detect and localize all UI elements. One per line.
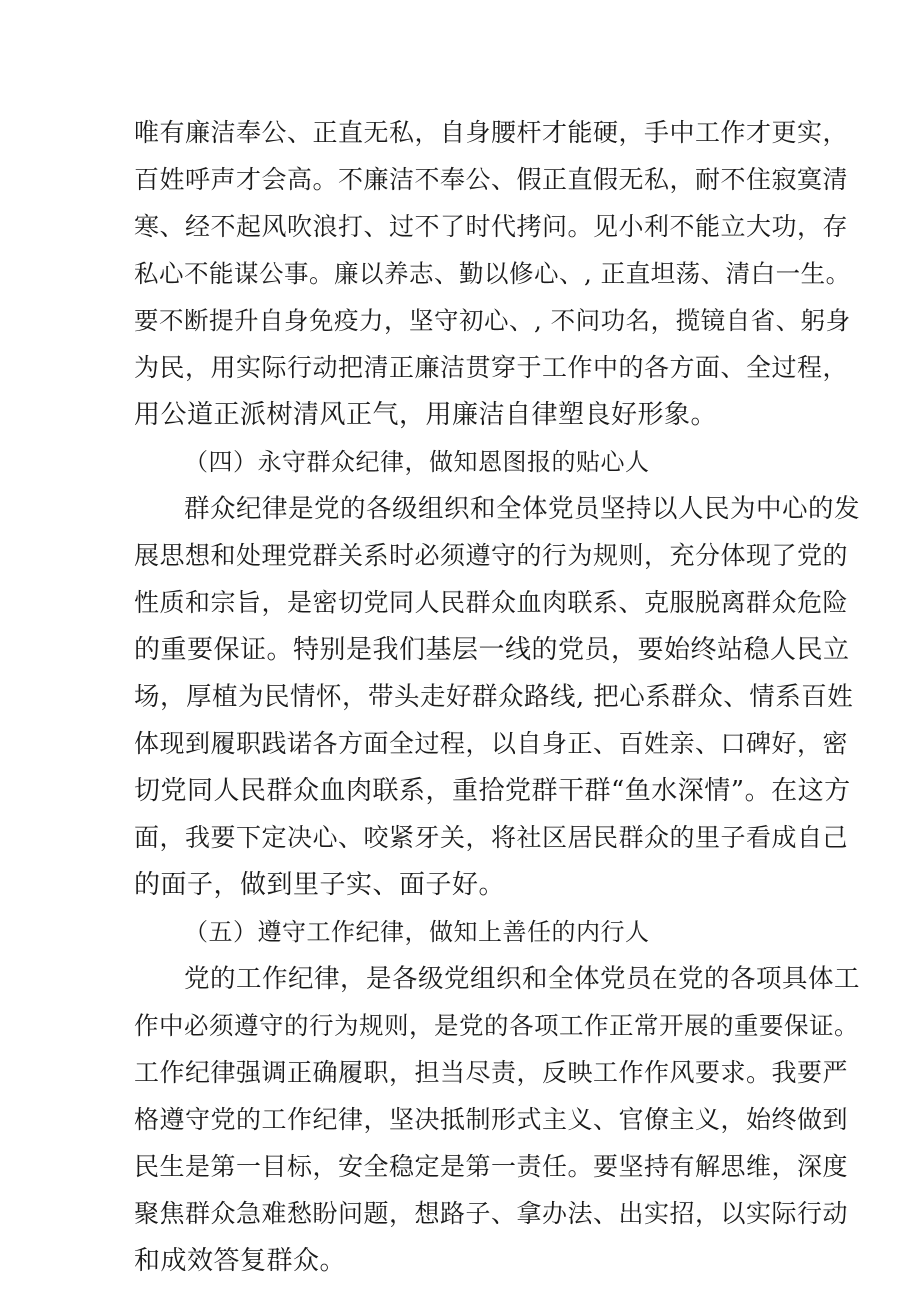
text-line: 切党同人民群众血肉联系，重拾党群干群“鱼水深情”。在这方 bbox=[134, 776, 851, 806]
text-line: 民生是第一目标，安全稳定是第一责任。要坚持有解思维，深度 bbox=[134, 1152, 849, 1181]
text-line: 群众纪律是党的各级组织和全体党员坚持以人民为中心的发 bbox=[184, 494, 861, 524]
text-line: 展思想和处理党群关系时必须遵守的行为规则，充分体现了党的 bbox=[134, 541, 849, 570]
text-line: 用公道正派树清风正气，用廉洁自律塑良好形象。 bbox=[134, 400, 718, 430]
text-line: 的重要保证。特别是我们基层一线的党员，要始终站稳人民立 bbox=[134, 635, 850, 665]
text-line: 作中必须遵守的行为规则，是党的各项工作正常开展的重要保证。 bbox=[134, 1011, 859, 1040]
text-line: 工作纪律强调正确履职，担当尽责，反映工作作风要求。我要严 bbox=[134, 1058, 849, 1087]
text-line: 党的工作纪律，是各级党组织和全体党员在党的各项具体工 bbox=[184, 964, 861, 994]
text-line: 和成效答复群众。 bbox=[134, 1246, 347, 1276]
text-line: 面，我要下定决心、咬紧牙关，将社区居民群众的里子看成自己 bbox=[134, 823, 849, 852]
text-line: 要不断提升自身免疫力，坚守初心、, 不问功名，揽镜自省、躬身 bbox=[134, 306, 851, 335]
text-line: 百姓呼声才会高。不廉洁不奉公、假正直假无私，耐不住寂寞清 bbox=[134, 165, 849, 194]
text-line: 为民，用实际行动把清正廉洁贯穿于工作中的各方面、全过程， bbox=[134, 353, 849, 382]
text-line: 体现到履职践诺各方面全过程，以自身正、百姓亲、口碑好，密 bbox=[134, 729, 849, 758]
text-line: 私心不能谋公事。廉以养志、勤以修心、, 正直坦荡、清白一生。 bbox=[134, 259, 851, 288]
text-line: 聚焦群众急难愁盼问题，想路子、拿办法、出实招，以实际行动 bbox=[134, 1199, 849, 1228]
text-line: 性质和宗旨，是密切党同人民群众血肉联系、克服脱离群众危险 bbox=[134, 588, 849, 617]
text-line: 场，厚植为民情怀，带头走好群众路线, 把心系群众、情系百姓 bbox=[134, 682, 854, 712]
section-heading-four: （四）永守群众纪律，做知恩图报的贴心人 bbox=[184, 448, 650, 476]
text-line: 格遵守党的工作纪律，坚决抵制形式主义、官僚主义，始终做到 bbox=[134, 1105, 849, 1134]
text-line: 唯有廉洁奉公、正直无私，自身腰杆才能硬，手中工作才更实， bbox=[134, 118, 849, 147]
text-line: 的面子，做到里子实、面子好。 bbox=[134, 870, 506, 900]
text-line: 寒、经不起风吹浪打、过不了时代拷问。见小利不能立大功，存 bbox=[134, 212, 849, 241]
section-heading-five: （五）遵守工作纪律，做知上善任的内行人 bbox=[184, 918, 650, 946]
